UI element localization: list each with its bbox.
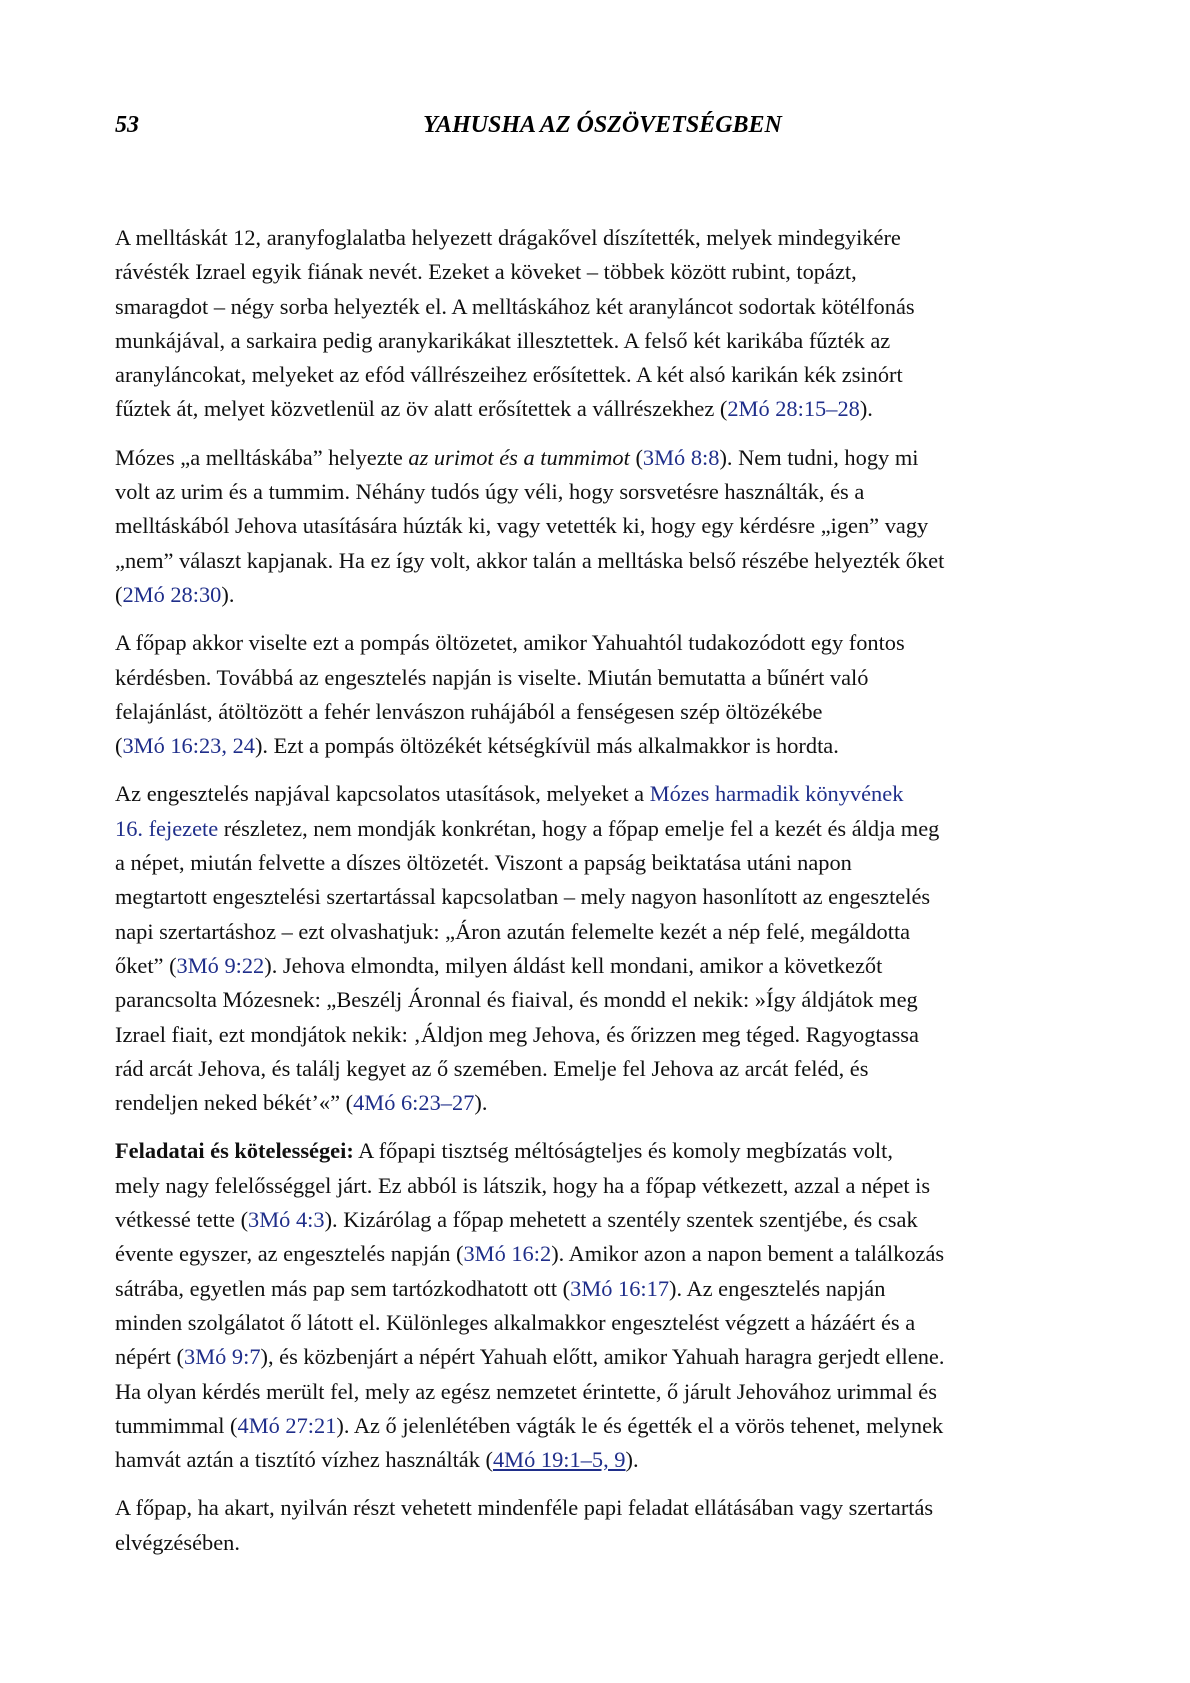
section-label: Feladatai és kötelességei:: [115, 1138, 354, 1164]
text-segment: Izrael fiait, ezt mondjátok nekik: ‚Áldjon meg Jehova, és őrizzen meg téged. Ragyogtassa: [115, 1021, 919, 1047]
text-line: [115, 626, 1090, 660]
text-line: [115, 1169, 1090, 1203]
text-segment: ). Kizárólag a főpap mehetett a szentély szentek szentjébe, és csak: [324, 1207, 918, 1233]
scripture-reference-link[interactable]: 3Mó 9:22: [176, 952, 265, 978]
text-segment: A főpapi tisztség méltóságteljes és komoly megbízatás volt,: [353, 1138, 893, 1164]
text-line: [115, 661, 1090, 695]
text-segment: A főpap akkor viselte ezt a pompás öltözetet, amikor Yahuahtól tudakozódott egy fontos: [115, 630, 905, 656]
scripture-reference-link[interactable]: Mózes harmadik könyvének: [649, 781, 904, 807]
text-line: [115, 1409, 1090, 1443]
paragraph: [115, 1134, 1090, 1477]
text-segment: részletez, nem mondják konkrétan, hogy a főpap emelje fel a kezét és áldja meg: [218, 815, 940, 841]
text-segment: ).: [859, 396, 873, 422]
text-line: [115, 544, 1090, 578]
text-segment: Ha olyan kérdés merült fel, mely az egész nemzetet érintette, ő járult Jehovához urimmal és: [115, 1378, 937, 1404]
text-segment: (: [115, 733, 123, 759]
text-line: [115, 1340, 1090, 1374]
text-line: [115, 1526, 1090, 1560]
text-segment: megtartott engesztelési szertartással kapcsolatban – mely nagyon hasonlított az engesztelés: [115, 884, 931, 910]
paragraph: [115, 221, 1090, 427]
paragraph: [115, 777, 1090, 1120]
text-line: [115, 324, 1090, 358]
paragraph: [115, 1491, 1090, 1560]
text-line: [115, 255, 1090, 289]
text-segment: őket” (: [115, 952, 177, 978]
text-line: [115, 475, 1090, 509]
text-line: [115, 1443, 1090, 1477]
text-segment: mely nagy felelősséggel járt. Ez abból is látszik, hogy ha a főpap vétkezett, azzal a népet is: [115, 1172, 931, 1198]
text-segment: melltáskából Jehova utasítására húzták ki, vagy vetették ki, hogy egy kérdésre „igen” vagy: [115, 513, 929, 539]
text-segment: a népet, miután felvette a díszes öltözetét. Viszont a papság beiktatása utáni napon: [115, 850, 852, 876]
text-segment: rávésték Izrael egyik fiának nevét. Ezeket a köveket – többek között rubint, topázt,: [115, 259, 857, 285]
text-segment: ). Az ő jelenlétében vágták le és égették el a vörös tehenet, melynek: [336, 1412, 944, 1438]
text-line: [115, 1052, 1090, 1086]
scripture-reference-link[interactable]: 2Mó 28:30: [122, 581, 222, 607]
text-segment: ). Nem tudni, hogy mi: [719, 444, 919, 470]
scripture-reference-link[interactable]: 3Mó 4:3: [248, 1207, 325, 1233]
text-segment: ).: [625, 1447, 639, 1473]
text-line: [115, 1134, 1090, 1168]
text-segment: volt az urim és a tummim. Néhány tudós úgy véli, hogy sorsvetésre használták, és a: [115, 479, 865, 505]
scripture-reference-link[interactable]: 3Mó 16:17: [570, 1275, 670, 1301]
text-line: [115, 578, 1090, 612]
text-line: [115, 1306, 1090, 1340]
text-line: [115, 441, 1090, 475]
scripture-reference-link[interactable]: 3Mó 16:23, 24: [122, 733, 255, 759]
text-segment: rendeljen neked békét’«” (: [115, 1090, 354, 1116]
text-segment: (: [115, 581, 123, 607]
emphasis-text: az urimot és a tummimot: [408, 444, 630, 470]
text-segment: A főpap, ha akart, nyilván részt vehetett mindenféle papi feladat ellátásában vagy szertartás: [115, 1495, 934, 1521]
text-line: [115, 1375, 1090, 1409]
text-line: [115, 880, 1090, 914]
text-segment: vétkessé tette (: [115, 1207, 249, 1233]
text-line: [115, 1018, 1090, 1052]
text-segment: hamvát aztán a tisztító vízhez használták (: [115, 1447, 493, 1473]
text-line: [115, 392, 1090, 426]
text-segment: fűztek át, melyet közvetlenül az öv alatt erősítettek a vállrészekhez (: [115, 396, 728, 422]
text-segment: Mózes „a melltáskába” helyezte: [115, 444, 409, 470]
text-segment: ). Amikor azon a napon bement a találkozás: [551, 1241, 945, 1267]
text-line: [115, 812, 1090, 846]
text-line: [115, 1203, 1090, 1237]
text-line: [115, 1272, 1090, 1306]
text-line: [115, 509, 1090, 543]
scripture-reference-link[interactable]: 2Mó 28:15–28: [727, 396, 860, 422]
text-segment: évente egyszer, az engesztelés napján (: [115, 1241, 464, 1267]
text-line: [115, 221, 1090, 255]
text-segment: munkájával, a sarkaira pedig aranykarikákat illesztettek. A felső két karikába fűzték az: [115, 327, 891, 353]
text-line: [115, 695, 1090, 729]
scripture-reference-link[interactable]: 3Mó 8:8: [642, 444, 720, 470]
text-segment: „nem” választ kapjanak. Ha ez így volt, akkor talán a melltáska belső részébe helyezték őket: [115, 547, 945, 573]
text-segment: minden szolgálatot ő látott el. Különleges alkalmakkor engesztelést végzett a házáért és a: [115, 1309, 916, 1335]
text-segment: ), és közbenjárt a népért Yahuah előtt, amikor Yahuah haragra gerjedt ellene.: [260, 1344, 945, 1370]
text-line: [115, 1086, 1090, 1120]
paragraph: [115, 626, 1090, 763]
text-segment: aranyláncokat, melyeket az efód vállrészeihez erősítettek. A két alsó karikán kék zsinórt: [115, 362, 903, 388]
text-segment: felajánlást, átöltözött a fehér lenvászon ruhájából a fenségesen szép öltözékébe: [115, 698, 823, 724]
text-segment: A melltáskát 12, aranyfoglalatba helyezett drágakővel díszítették, melyek mindegyikére: [115, 225, 901, 250]
text-segment: kérdésben. Továbbá az engesztelés napján is viselte. Miután bemutatta a bűnért való: [115, 664, 869, 690]
text-segment: Az engesztelés napjával kapcsolatos utasítások, melyeket a: [115, 781, 650, 807]
text-segment: ).: [221, 581, 235, 607]
text-line: [115, 1237, 1090, 1271]
text-line: [115, 915, 1090, 949]
text-segment: ). Az engesztelés napján: [669, 1275, 886, 1301]
text-segment: (: [629, 444, 643, 470]
document-body: [115, 221, 1090, 1574]
text-segment: ).: [474, 1090, 488, 1116]
text-line: [115, 290, 1090, 324]
text-segment: népért (: [115, 1344, 184, 1370]
scripture-reference-link[interactable]: 3Mó 9:7: [184, 1344, 261, 1370]
text-segment: napi szertartáshoz – ezt olvashatjuk: „Áron azután felemelte kezét a nép felé, megáldotta: [115, 918, 911, 944]
text-segment: parancsolta Mózesnek: „Beszélj Áronnal és fiaival, és mondd el nekik: »Így áldjátok meg: [115, 987, 918, 1013]
page-number: 53: [115, 112, 139, 138]
text-segment: ). Jehova elmondta, milyen áldást kell mondani, amikor a következőt: [264, 952, 883, 978]
text-line: [115, 777, 1090, 811]
text-line: [115, 949, 1090, 983]
scripture-reference-link[interactable]: 3Mó 16:2: [463, 1241, 552, 1267]
text-line: [115, 729, 1090, 763]
scripture-reference-link[interactable]: 16. fejezete: [115, 815, 219, 841]
page-header: [115, 112, 1090, 148]
text-segment: rád arcát Jehova, és találj kegyet az ő szemében. Emelje fel Jehova az arcát feléd, és: [115, 1055, 869, 1081]
text-line: [115, 846, 1090, 880]
text-line: [115, 358, 1090, 392]
text-line: [115, 1491, 1090, 1525]
scripture-reference-link[interactable]: 4Mó 19:1–5, 9: [492, 1447, 626, 1473]
running-title: YAHUSHA AZ ÓSZÖVETSÉGBEN: [423, 112, 782, 138]
text-segment: ). Ezt a pompás öltözékét kétségkívül más alkalmakkor is hordta.: [254, 733, 839, 759]
text-segment: sátrába, egyetlen más pap sem tartózkodhatott ott (: [115, 1275, 571, 1301]
text-line: [115, 983, 1090, 1017]
scripture-reference-link[interactable]: 4Mó 6:23–27: [353, 1090, 475, 1116]
paragraph: [115, 441, 1090, 612]
scripture-reference-link[interactable]: 4Mó 27:21: [237, 1412, 337, 1438]
text-segment: elvégzésében.: [115, 1529, 240, 1555]
text-segment: tummimmal (: [115, 1412, 238, 1438]
text-segment: smaragdot – négy sorba helyezték el. A melltáskához két aranyláncot sodortak kötélfonás: [115, 293, 915, 319]
